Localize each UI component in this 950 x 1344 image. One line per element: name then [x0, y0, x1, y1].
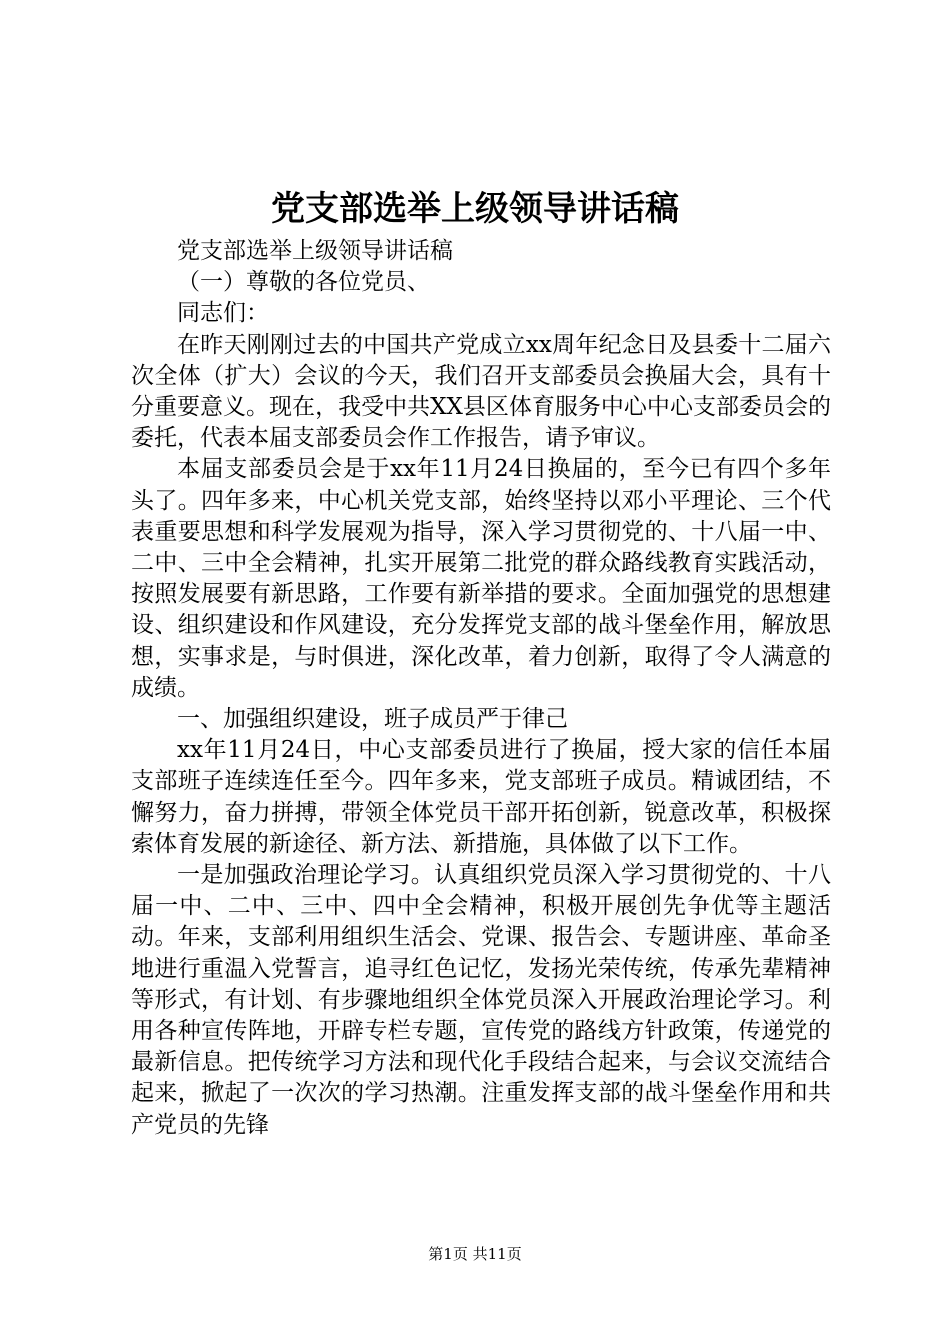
paragraph-organization: xx年11月24日，中心支部委员进行了换届，授大家的信任本届支部班子连续连任至今。四年多来，党支部班子成员。精诚团结，不懈努力，奋力拼搏，带领全体党员干部开拓创新，锐意改革，积极探索体育发展的新途径、新方法、新措施，具体做了以下工作。: [131, 737, 831, 857]
paragraph-opening: 在昨天刚刚过去的中国共产党成立xx周年纪念日及县委十二届六次全体（扩大）会议的今天，我们召开支部委员会换届大会，具有十分重要意义。现在，我受中共XX县区体育服务中心中心支部委员会的委托，代表本届支部委员会作工作报告，请予审议。: [131, 331, 831, 452]
section-heading-organization: 一、加强组织建设，班子成员严于律己: [177, 706, 568, 733]
document-body: [131, 236, 831, 1141]
page-title: 党支部选举上级领导讲话稿: [271, 189, 679, 229]
paragraph-salutation: （一）尊敬的各位党员、: [177, 269, 430, 296]
paragraph-political-study: 一是加强政治理论学习。认真组织党员深入学习贯彻党的、十八届一中、二中、三中、四中全会精神，积极开展创先争优等主题活动。年来，支部利用组织生活会、党课、报告会、专题讲座、革命圣地进行重温入党誓言，追寻红色记忆，发扬光荣传统，传承先辈精神等形式，有计划、有步骤地组织全体党员深入开展政治理论学习。利用各种宣传阵地，开辟专栏专题，宣传党的路线方针政策，传递党的最新信息。把传统学习方法和现代化手段结合起来，与会议交流结合起来，掀起了一次次的学习热潮。注重发挥支部的战斗堡垒作用和共产党员的先锋: [131, 862, 831, 1138]
paragraph-committee-overview: 本届支部委员会是于xx年11月24日换届的，至今已有四个多年头了。四年多来，中心机关党支部，始终坚持以邓小平理论、三个代表重要思想和科学发展观为指导，深入学习贯彻党的、十八届一中、二中、三中全会精神，扎实开展第二批党的群众路线教育实践活动，按照发展要有新思路，工作要有新举措的要求。全面加强党的思想建设、组织建设和作风建设，充分发挥党支部的战斗堡垒作用，解放思想，实事求是，与时俱进，深化改革，着力创新，取得了令人满意的成绩。: [131, 456, 831, 701]
page-footer: 第1页 共11页: [428, 1245, 522, 1263]
paragraph-salutation-comrades: 同志们：: [177, 300, 269, 327]
paragraph-repeated-title: 党支部选举上级领导讲话稿: [177, 238, 453, 264]
